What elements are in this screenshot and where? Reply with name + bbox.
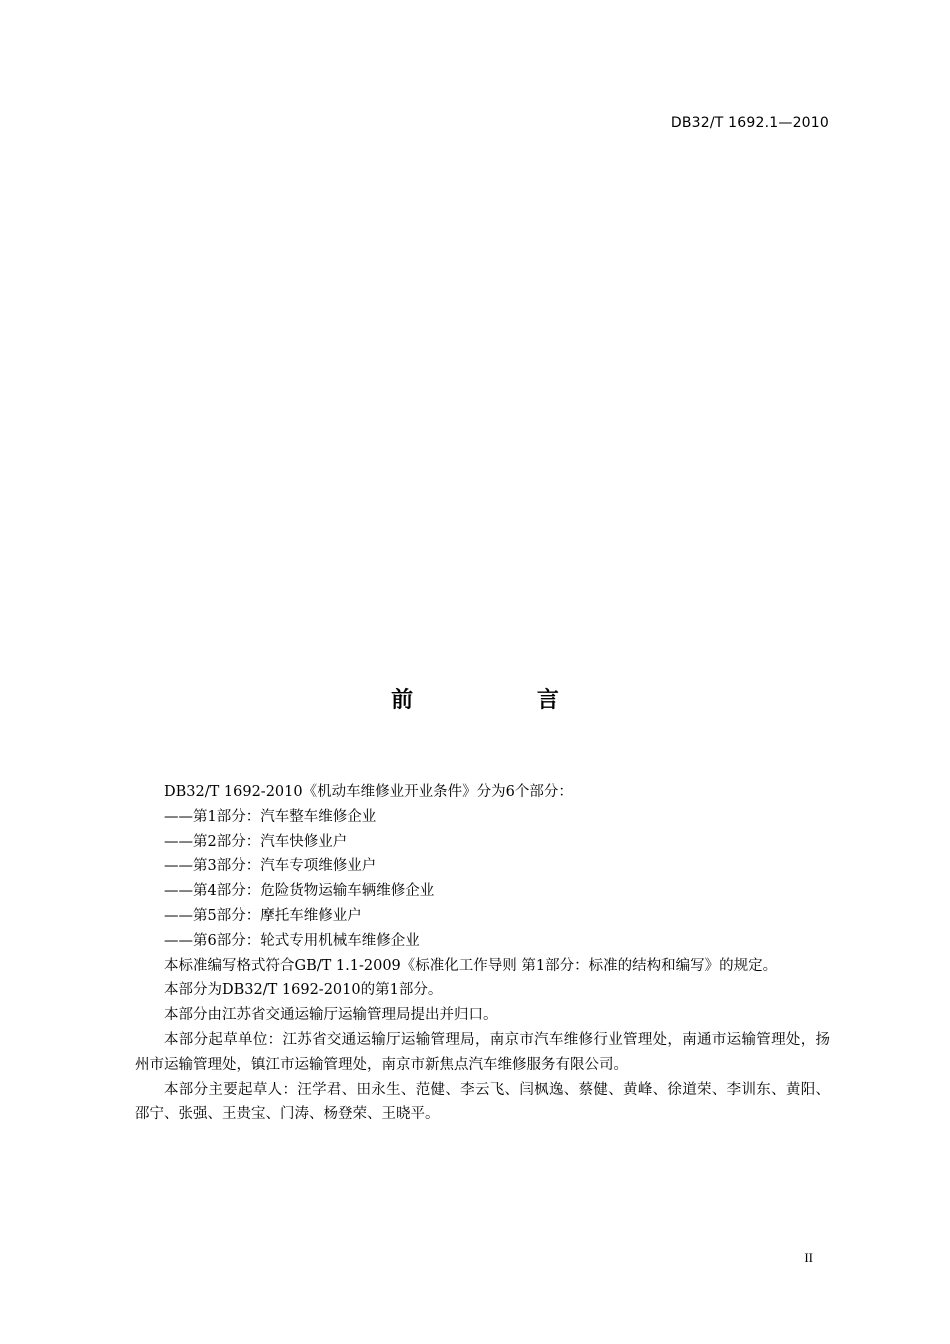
list-item-part-1: ——第1部分：汽车整车维修企业 (164, 808, 377, 825)
paragraph-parts-intro: DB32/T 1692-2010《机动车维修业开业条件》分为6个部分： (164, 784, 573, 800)
page-number: II (804, 1250, 813, 1265)
paragraph-drafters: 本部分主要起草人：汪学君、田永生、范健、李云飞、闫枫逸、蔡健、黄峰、徐道荣、李训东、黄阳、邵宁、张强、王贵宝、门涛、杨登荣、王晓平。 (135, 1081, 830, 1123)
list-item-part-4: ——第4部分：危险货物运输车辆维修企业 (164, 883, 435, 900)
list-item-part-2: ——第2部分：汽车快修业户 (164, 833, 348, 850)
list-item-part-6: ——第6部分：轮式专用机械车维修企业 (164, 932, 420, 949)
list-item-part-5: ——第5部分：摩托车维修业户 (164, 907, 362, 924)
paragraph-part-statement: 本部分为DB32/T 1692-2010的第1部分。 (164, 982, 443, 999)
paragraph-format-standard: 本标准编写格式符合GB/T 1.1-2009《标准化工作导则 第1部分：标准的结构和编写》的规定。 (164, 957, 778, 974)
foreword-body (135, 780, 830, 1127)
foreword-heading: 前 言 (391, 688, 617, 713)
paragraph-proposer: 本部分由江苏省交通运输厅运输管理局提出并归口。 (164, 1007, 498, 1024)
document-code: DB32/T 1692.1—2010 (670, 115, 829, 131)
paragraph-drafting-units: 本部分起草单位：江苏省交通运输厅运输管理局，南京市汽车维修行业管理处，南通市运输管理处，扬州市运输管理处，镇江市运输管理处，南京市新焦点汽车维修服务有限公司。 (135, 1031, 830, 1073)
list-item-part-3: ——第3部分：汽车专项维修业户 (164, 858, 377, 875)
